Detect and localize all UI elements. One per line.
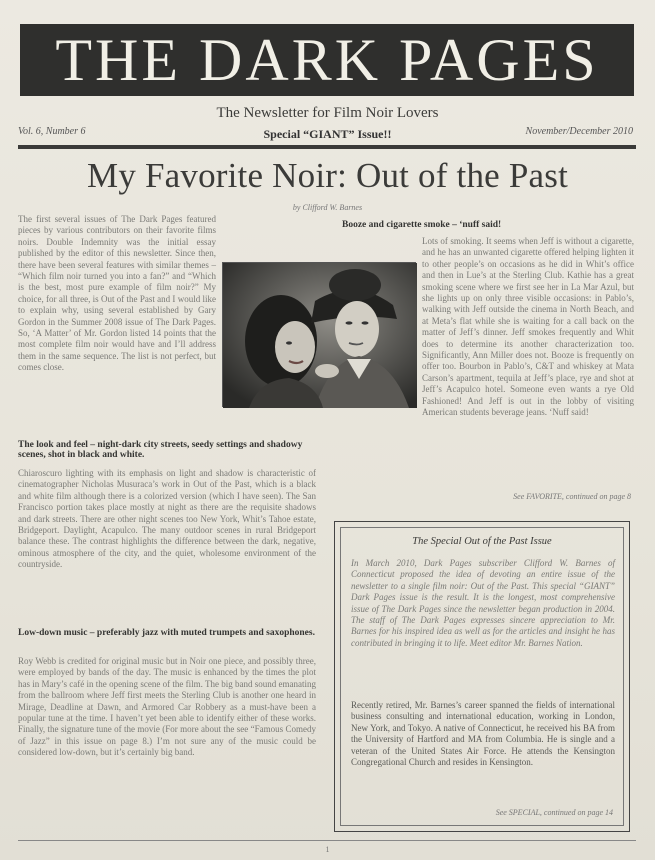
special-issue-sidebar <box>334 521 630 832</box>
section-booze-heading: Booze and cigarette smoke – ‘nuff said! <box>342 220 502 230</box>
favorite-continued-note: See FAVORITE, continued on page 8 <box>513 492 631 501</box>
section-heading: Low-down music – preferably jazz with muted trumpets and saxophones. <box>18 628 315 638</box>
sidebar-title: The Special Out of the Past Issue <box>412 536 552 547</box>
film-still-photo <box>222 262 416 407</box>
sidebar-inner-border <box>340 527 624 826</box>
film-still-image <box>223 263 417 408</box>
footer-rule <box>18 840 636 841</box>
header-rule <box>18 145 636 149</box>
special-continued-note: See SPECIAL, continued on page 14 <box>495 808 613 817</box>
section-look-and-feel <box>18 440 316 466</box>
tagline: The Newsletter for Film Noir Lovers <box>216 105 439 121</box>
masthead-title: THE DARK PAGES <box>55 27 599 93</box>
sidebar-paragraph-2: Recently retired, Mr. Barnes’s career spanned the fields of international business consulting and international education, working in London, New York, and Tokyo. A native of Connecticut, he received his BA from the University of Hartford and MA from Columbia. He is single and a veteran of the United States Air Force. He attends the Kensington Congregational Church and resides in Kensington. <box>351 700 615 768</box>
sidebar-paragraph-1: In March 2010, Dark Pages subscriber Clifford W. Barnes of Connecticut proposed the idea of devoting an entire issue of the newsletter to a single film noir: Out of the Past. This special “GIANT” Dark Pages issue is the result. It is the longest, most comprehensive issue of The Dark Pages since the newsletter began production in 2004. The staff of The Dark Pages expresses sincere appreciation to Mr. Barnes for his inspired idea as well as for the articles and insight he has contributed in bringing it to life. Meet editor Mr. Barnes Nation. <box>351 558 615 648</box>
section-booze-body-top: Lots of smoking. It seems when Jeff is without a cigarette, and he has an unwanted cigarette offered helping lighten it to other people’s on occasions as he did in Whit’s office and then in Lue’s at the Sterling Club. Kathie has a great smoking scene where we first see her in La Mar Azul, but she lights up on only three visible occasions: in Pablo’s, walking with Jeff outside the cinema in North Beach, and at Meta’s flat while she is waiting for a call back on the matter of Jeff’s dinner. Jeff smokes frequently and Whit does to determine its another characterization too. Significantly, Ann Miller does not. Booze is frequently on offer too. Bourbon in Pablo’s, C&T and whiskey at Mata Carson’s apartment, tequila at Jeff’s place, rye and shot at Jeff’s Acapulco hotel. Someone even wants a rye Old Fashioned! And Jeff is out in the lobby of visiting American students beverage jeans. ‘Nuff said! <box>422 236 634 418</box>
article-intro: The first several issues of The Dark Pages featured pieces by various contributors on their favorite films noirs. Double Indemnity was the initial essay published by the editor of this newsletter. Since then, there have been several features with similar themes – “Which film noir turned you into a fan?” and “Which is the best, most pure example of film noir?” My choice, for all three, is Out of the Past and I would like to explain why, using several established by Gary Gordon in the Summer 2008 issue of The Dark Pages. So, ‘A Matter’ of Mr. Gordon listed 14 points that the most complete film noir would have and I’ll address them in the same sequence. The list is not perfect, but comes close. <box>18 214 216 373</box>
article-byline: by Clifford W. Barnes <box>292 203 363 212</box>
special-issue-label: Special “GIANT” Issue!! <box>263 127 392 141</box>
page-number: 1 <box>325 845 330 854</box>
section-low-down-music <box>18 628 316 654</box>
section-low-down-music-body: Roy Webb is credited for original music but in Noir one piece, and possibly three, were employed by bands of the day. The music is enhanced by the times the plot has in Mary’s café in the opening scene of the film. The big band sound emanating from the ballroom where Jeff first meets the Sterling Club is another one heard in Mirage, Deadline at Dawn, and Armored Car Robbery as a must-have been a popular tune at the time. I haven’t yet been able to identify either of these works. Finally, the signature tune of the movie (For more about the see “Famous Comedy of Jazz” in this issue on page 8.) I’m not sure any of the music could be considered low-down, but it’s certainly big band. <box>18 656 316 758</box>
section-heading: The look and feel – night-dark city streets, seedy settings and shadowy scenes, shot in black and white. <box>18 440 303 460</box>
section-look-and-feel-body: Chiaroscuro lighting with its emphasis on light and shadow is characteristic of cinematographer Nicholas Musuraca’s work in Out of the Past, which is a black and white film although there is a colorized version (which I have seen). The San Francisco portion takes place mostly at night as there are the requisite shadows and dark streets. There are other night scenes too New York, Whit’s Tahoe estate, Bridgeport. Daylight, Acapulco. The many outdoor scenes in rural Bridgeport balance these. The contrast highlights the difference between the dark, negative, ominous atmosphere of the city, and the quiet, wholesome environment of the countryside. <box>18 468 316 570</box>
section-booze-body-bottom <box>342 410 634 496</box>
masthead <box>20 24 634 96</box>
volume-number: Vol. 6, Number 6 <box>18 126 86 137</box>
article-headline: My Favorite Noir: Out of the Past <box>87 156 568 195</box>
issue-date: November/December 2010 <box>525 126 633 137</box>
